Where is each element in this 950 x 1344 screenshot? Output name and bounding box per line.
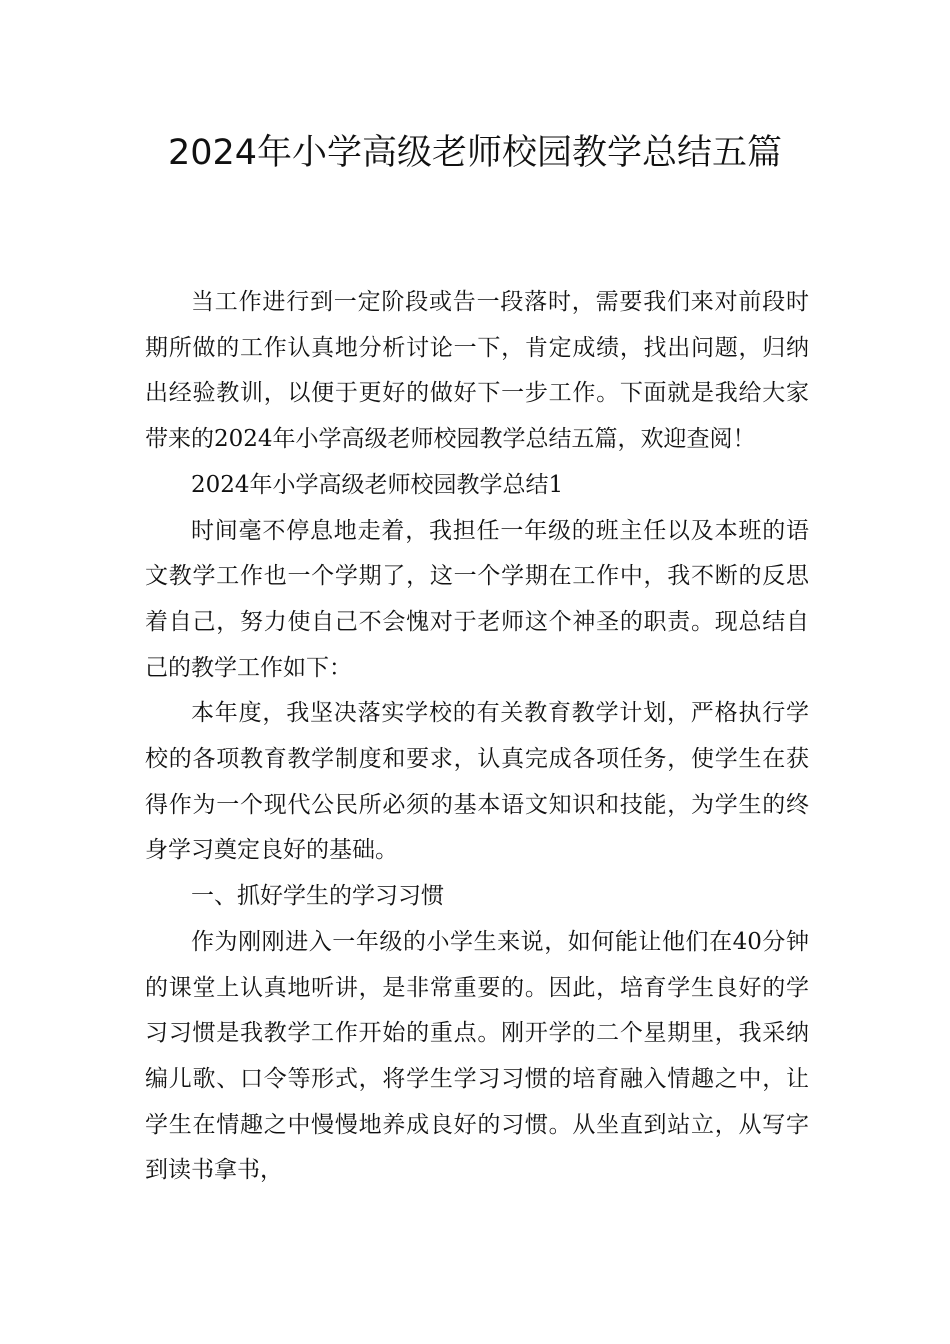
subsection-heading: 一、抓好学生的学习习惯 bbox=[191, 883, 444, 910]
paragraph: 本年度，我坚决落实学校的有关教育教学计划，严格执行学校的各项教育教学制度和要求，认真完成各项任务，使学生在获得作为一个现代公民所必须的基本语文知识和技能，为学生的终身学习奠定良好的基础。 bbox=[145, 700, 809, 864]
document-body bbox=[145, 280, 809, 1194]
paragraph: 作为刚刚进入一年级的小学生来说，如何能让他们在40分钟的课堂上认真地听讲，是非常重要的。因此，培育学生良好的学习习惯是我教学工作开始的重点。刚开学的二个星期里，我采纳编儿歌、口令等形式，将学生学习习惯的培育融入情趣之中，让学生在情趣之中慢慢地养成良好的习惯。从坐直到站立，从写字到读书拿书， bbox=[145, 928, 809, 1184]
paragraph: 时间毫不停息地走着，我担任一年级的班主任以及本班的语文教学工作也一个学期了，这一个学期在工作中，我不断的反思着自己，努力使自己不会愧对于老师这个神圣的职责。现总结自己的教学工作如下： bbox=[145, 517, 809, 681]
paragraph-intro: 当工作进行到一定阶段或告一段落时，需要我们来对前段时期所做的工作认真地分析讨论一下，肯定成绩，找出问题，归纳出经验教训，以便于更好的做好下一步工作。下面就是我给大家带来的2024年小学高级老师校园教学总结五篇，欢迎查阅！ bbox=[145, 289, 809, 453]
section-heading: 2024年小学高级老师校园教学总结1 bbox=[191, 471, 564, 498]
document-title: 2024年小学高级老师校园教学总结五篇 bbox=[167, 133, 783, 173]
